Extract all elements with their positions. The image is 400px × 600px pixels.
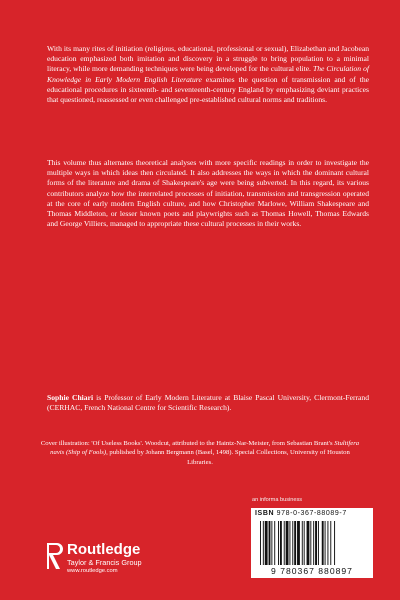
credit-text-b: , published by Johann Bergmann (Basel, 1498). Special Collections, University of Houston Libraries. xyxy=(106,449,350,466)
description-paragraph-2: This volume thus alternates theoretical analyses with more specific readings in order to investigate the multiple ways in which ideas then circulated. It also addresses the ways in which the dominant cultural forms of the literature and drama of Shakespeare's age were being subverted. In this regard, its various contributors analyze how the interrelated processes of initiation, transmission and transgression operated at the core of early modern English culture, and how Christopher Marlowe, William Shakespeare and Thomas Middleton, or lesser known poets and playwrights such as Thomas Howell, Thomas Edwards and George Villiers, managed to appropriate these cultural processes in their works. xyxy=(47,158,369,229)
informa-business-label: an informa business xyxy=(252,497,303,503)
author-name: Sophie Chiari xyxy=(47,393,94,402)
barcode-bars xyxy=(260,521,364,565)
publisher-tagline: Taylor & Francis Group xyxy=(67,558,142,567)
isbn-barcode xyxy=(251,508,373,578)
credit-title-italic: Stultifera navis (Ship of Fools) xyxy=(50,440,360,457)
author-bio-text: is Professor of Early Modern Literature at Blaise Pascal University, Clermont-Ferrand (CERHAC, French National Centre for Scientific Research). xyxy=(47,393,369,413)
isbn-prefix: ISBN xyxy=(255,510,275,517)
cover-illustration-credit xyxy=(40,439,360,467)
isbn-number: 978-0-367-88089-7 xyxy=(276,510,347,517)
description-paragraph-1 xyxy=(47,44,369,105)
publisher-url: www.routledge.com xyxy=(67,568,118,574)
credit-text-a: Cover illustration: 'Of Useless Books'. Woodcut, attributed to the Haintz-Nar-Meister, from Sebastian Brant's xyxy=(40,440,335,447)
isbn-label xyxy=(255,510,347,517)
paragraph-1-text-a: With its many rites of initiation (religious, educational, professional or sexual), Elizabethan and Jacobean education emphasized both imitation and discovery in a struggle to bring population to a minimal literacy, while more demanding techniques were being developed for the cultural elite. xyxy=(47,44,369,74)
author-bio xyxy=(47,393,369,413)
barcode-digits: 9 780367 880897 xyxy=(271,566,353,576)
publisher-name: Routledge xyxy=(67,541,141,558)
book-title-italic: The Circulation of Knowledge in Early Modern English Literature xyxy=(47,64,369,84)
paragraph-1-text-b: examines the question of transmission and of the educational procedures in sixteenth- and seventeenth-century England by emphasizing deviant practices that questioned, reassessed or even challenged pre-established cultural norms and traditions. xyxy=(47,74,369,105)
routledge-logo-icon xyxy=(45,541,63,571)
